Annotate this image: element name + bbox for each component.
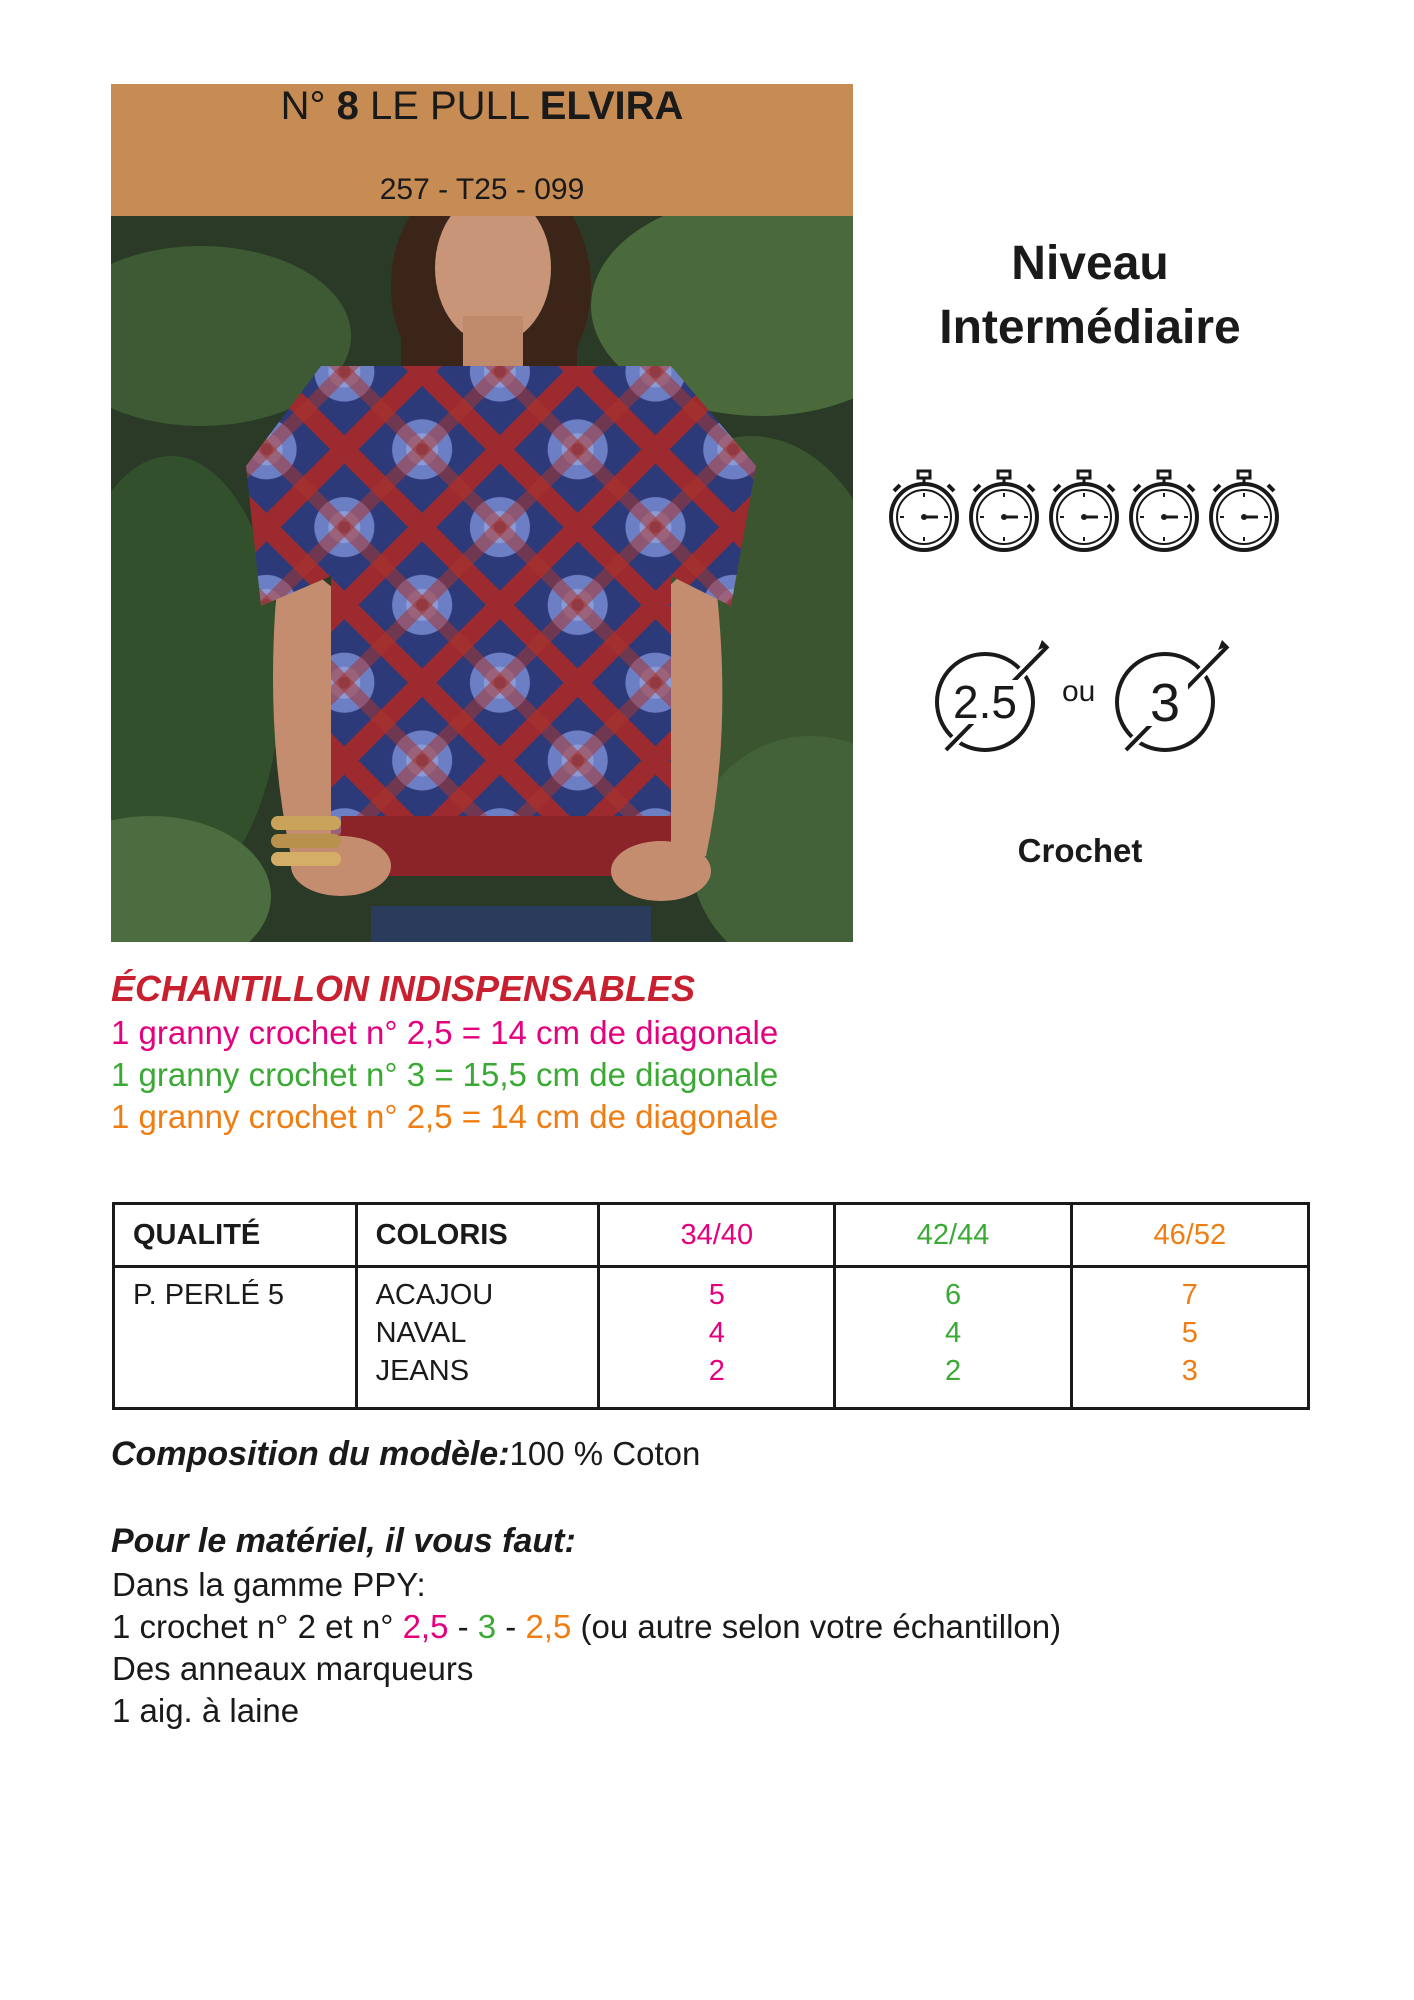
table-header-row [114,1204,1309,1267]
crochet-hook-icon [1117,640,1230,750]
title-prefix: N° [280,84,337,128]
time-rating [882,469,1286,555]
hook-size-b: 3 [1149,673,1181,733]
quality-cell [114,1267,357,1409]
stopwatch-icon [1051,471,1117,550]
colors-cell [356,1267,599,1409]
materials-line: Dans la gamme PPY: [112,1566,426,1603]
color-name: NAVAL [375,1317,467,1349]
materials-title: Pour le matériel, il vous faut: [111,1522,576,1560]
title-number: 8 [336,84,359,128]
column-header-size: 34/40 [599,1204,835,1267]
size-quantity-cell [1071,1267,1308,1409]
model-photo-illustration [111,216,853,942]
level-label: Niveau [1011,237,1169,290]
column-header-quality: QUALITÉ [114,1204,357,1267]
quantity-value: 7 [1181,1279,1198,1311]
quantity-value: 5 [708,1279,725,1311]
quantity-value: 3 [1181,1355,1198,1387]
materials-line [112,1608,1061,1646]
title-banner [111,84,853,216]
materials-separator: - [448,1608,478,1645]
quality-value: P. PERLÉ 5 [133,1279,285,1311]
quantity-value: 4 [708,1317,725,1349]
gauge-line: 1 granny crochet n° 2,5 = 14 cm de diagonale [111,1014,779,1051]
hook-or-label: ou [1062,675,1096,708]
column-header-colors: COLORIS [356,1204,599,1267]
quantity-value: 2 [708,1355,725,1387]
materials-text: (ou autre selon votre échantillon) [571,1608,1062,1645]
yarn-table [112,1202,1310,1410]
composition-value: 100 % Coton [509,1435,701,1472]
stopwatch-icon [1211,471,1277,550]
title-middle: LE PULL [358,84,540,128]
color-name: JEANS [375,1355,470,1387]
gauge-line: 1 granny crochet n° 2,5 = 14 cm de diagonale [111,1098,779,1135]
materials-separator: - [496,1608,526,1645]
hook-size-orange: 2,5 [525,1608,572,1645]
level-value: Intermédiaire [939,301,1241,354]
technique-label: Crochet [1017,832,1143,869]
stopwatch-icon [891,471,957,550]
size-quantity-cell [835,1267,1071,1409]
composition-label: Composition du modèle: [111,1435,510,1473]
quantity-value: 4 [944,1317,962,1349]
color-name: ACAJOU [375,1279,494,1311]
quantity-value: 5 [1181,1317,1198,1349]
column-header-size: 42/44 [835,1204,1071,1267]
hook-size-a: 2.5 [953,676,1017,728]
hook-size-green: 3 [477,1608,497,1645]
pattern-title [111,86,853,126]
stopwatch-icon [1131,471,1197,550]
column-header-size: 46/52 [1071,1204,1308,1267]
stopwatch-icon [971,471,1037,550]
pattern-reference: 257 - T25 - 099 [379,173,585,206]
composition [111,1435,700,1474]
hook-size-pink: 2,5 [402,1608,449,1645]
materials-line: Des anneaux marqueurs [112,1650,474,1687]
quantity-value: 2 [944,1355,962,1387]
materials-text: 1 crochet n° 2 et n° [112,1608,403,1645]
table-row [114,1267,1309,1409]
gauge-line: 1 granny crochet n° 3 = 15,5 cm de diagonale [111,1056,779,1093]
title-name: ELVIRA [539,84,684,128]
quantity-value: 6 [944,1279,962,1311]
gauge-title: ÉCHANTILLON INDISPENSABLES [111,968,696,1009]
crochet-hook-icon [937,640,1050,750]
model-photo [111,216,853,942]
difficulty-level [880,232,1300,360]
size-quantity-cell [599,1267,835,1409]
materials-line: 1 aig. à laine [112,1692,300,1729]
